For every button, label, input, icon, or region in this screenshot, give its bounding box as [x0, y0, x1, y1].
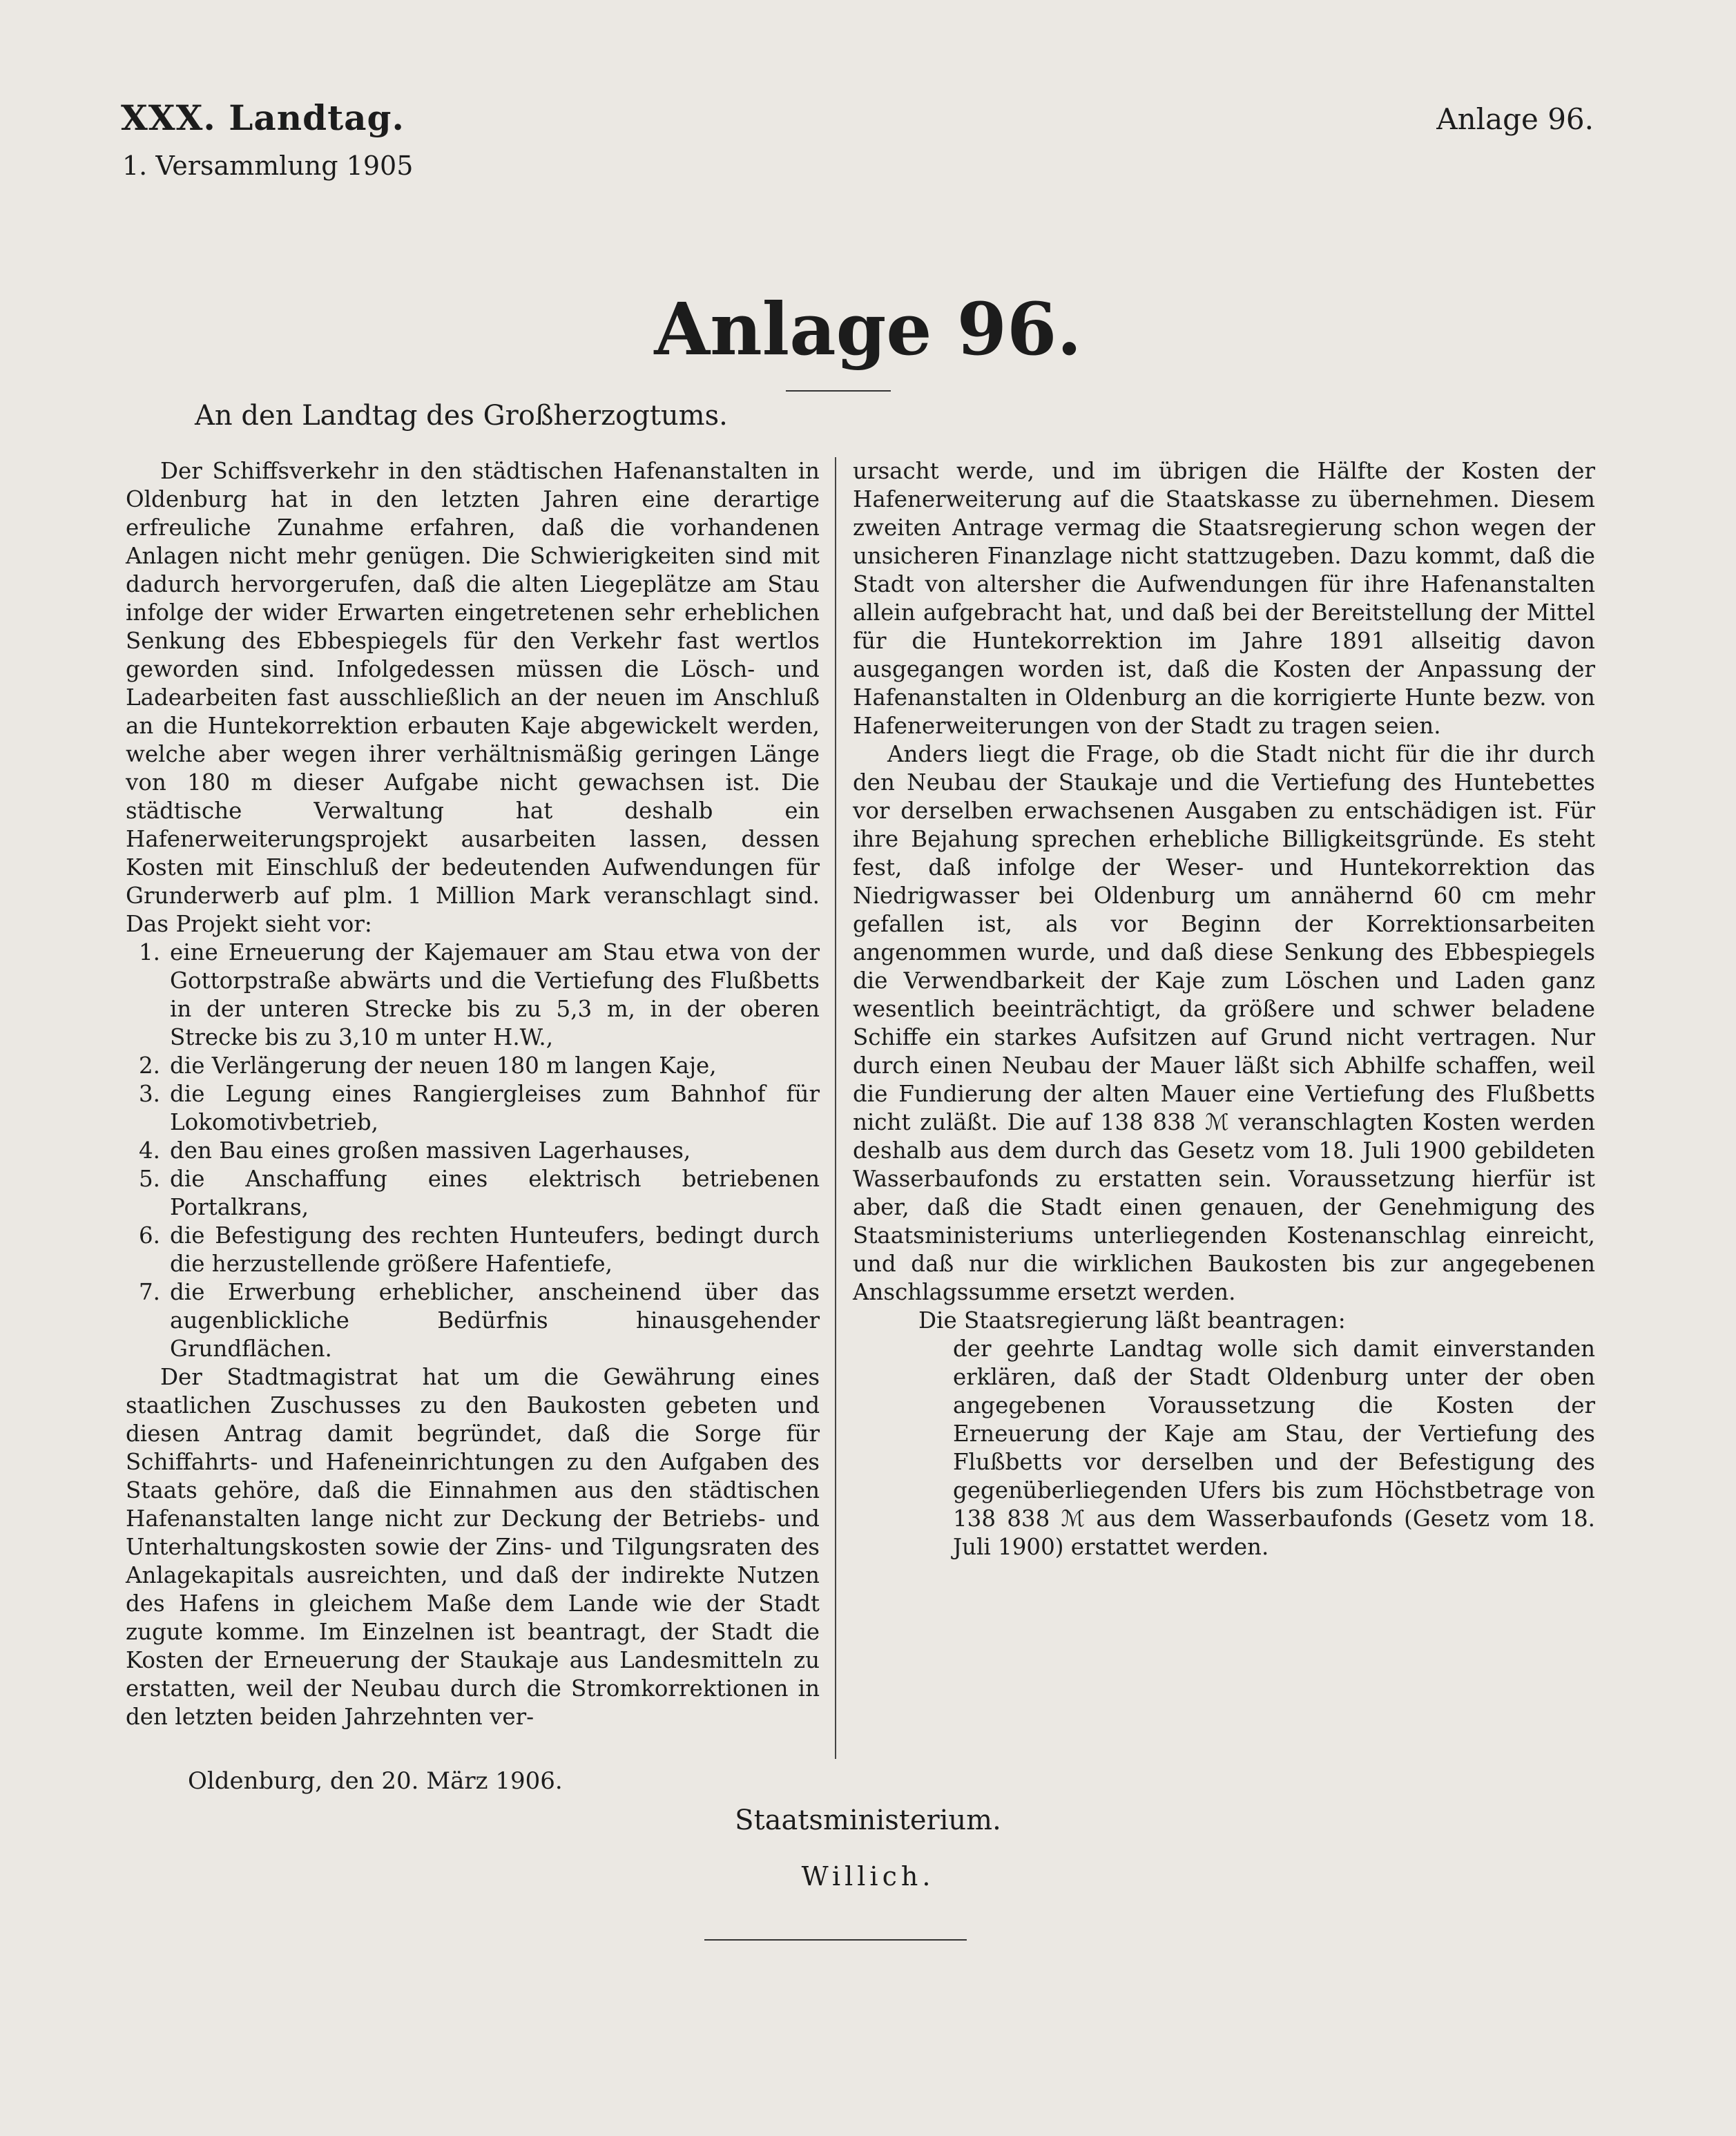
list-item: [126, 1080, 820, 1137]
list-item-number: 2.: [138, 1052, 160, 1079]
list-item-number: 4.: [138, 1137, 160, 1164]
column-divider: [835, 457, 836, 1759]
right-column: [853, 457, 1595, 1561]
intro-paragraph: Der Schiffsverkehr in den städtischen Hafenanstalten in Oldenburg hat in den letzten Jahren eine derartige erfreuliche Zunahme erfahren, daß die vorhandenen Anlagen nicht mehr genügen. Die Schwierigkeiten sind mit dadurch hervorgerufen, daß die alten Liegeplätze am Stau infolge der wider Erwarten eingetretenen sehr erheblichen Senkung des Ebbespiegels für den Verkehr fast wertlos geworden sind. Infolgedessen müssen die Lösch- und Ladearbeiten fast ausschließlich an der neuen im Anschluß an die Huntekorrektion erbauten Kaje abgewickelt werden, welche aber wegen ihrer verhältnismäßig geringen Länge von 180 m dieser Aufgabe nicht gewachsen ist. Die städtische Verwaltung hat deshalb ein Hafenerweiterungsprojekt ausarbeiten lassen, dessen Kosten mit Einschluß der bedeutenden Aufwendungen für Grunderwerb auf plm. 1 Million Mark veranschlagt sind. Das Projekt sieht vor:: [126, 458, 820, 937]
list-item-number: 5.: [138, 1166, 160, 1192]
appendix-label: Anlage 96.: [1436, 102, 1594, 136]
list-item-text: die Verlängerung der neuen 180 m langen Kaje,: [170, 1052, 717, 1079]
list-item-text: die Anschaffung eines elektrisch betriebenen Portalkrans,: [170, 1166, 820, 1220]
list-item-text: eine Erneuerung der Kajemauer am Stau etwa von der Gottorpstraße abwärts und die Vertiefung des Flußbetts in der unteren Strecke bis zu 5,3 m, in der oberen Strecke bis zu 3,10 m unter H.W.,: [170, 939, 820, 1050]
place-date: Oldenburg, den 20. März 1906.: [188, 1767, 563, 1795]
session-subtitle: 1. Versammlung 1905: [122, 151, 414, 181]
list-item-text: den Bau eines großen massiven Lagerhauses,: [170, 1137, 691, 1164]
list-item: [126, 1137, 820, 1165]
list-item-number: 3.: [138, 1081, 160, 1107]
page-title: Anlage 96.: [654, 287, 1082, 372]
signing-authority: Staatsministerium.: [735, 1805, 1001, 1836]
list-item-number: 1.: [138, 939, 160, 965]
continuation-paragraph: ursacht werde, und im übrigen die Hälfte der Kosten der Hafenerweiterung auf die Staatskasse zu übernehmen. Diesem zweiten Antrage vermag die Staatsregierung schon wegen der unsicheren Finanzlage nicht stattzugeben. Dazu kommt, daß die Stadt von altersher die Aufwendungen für ihre Hafenanstalten allein aufgebracht hat, und daß bei der Bereitstellung der Mittel für die Huntekorrektion im Jahre 1891 allseitig davon ausgegangen worden ist, daß die Kosten der Anpassung der Hafenanstalten in Oldenburg an die korrigierte Hunte bezw. von Hafenerweiterungen von der Stadt zu tragen seien.: [853, 458, 1595, 739]
magistrate-paragraph: Der Stadtmagistrat hat um die Gewährung eines staatlichen Zuschusses zu den Baukosten gebeten und diesen Antrag damit begründet, daß die Sorge für Schiffahrts- und Hafeneinrichtungen zu den Aufgaben des Staats gehöre, daß die Einnahmen aus den städtischen Hafenanstalten lange nicht zur Deckung der Betriebs- und Unterhaltungskosten sowie der Zins- und Tilgungsraten des Anlagekapitals ausreichten, und daß der indirekte Nutzen des Hafens in gleichem Maße dem Lande wie der Stadt zugute komme. Im Einzelnen ist beantragt, der Stadt die Kosten der Erneuerung der Staukaje aus Landesmitteln zu erstatten, weil der Neubau durch die Stromkorrektionen in den letzten beiden Jahrzehnten ver-: [126, 1364, 820, 1730]
list-item-text: die Legung eines Rangiergleises zum Bahnhof für Lokomotivbetrieb,: [170, 1081, 820, 1135]
request-text: der geehrte Landtag wolle sich damit einverstanden erklären, daß der Stadt Oldenburg unter der oben angegebenen Voraussetzung die Kosten der Erneuerung der Kaje am Stau, der Vertiefung des Flußbetts vor derselben und der Befestigung des gegenüberliegenden Ufers bis zum Höchstbetrage von 138 838 ℳ aus dem Wasserbaufonds (Gesetz vom 18. Juli 1900) erstattet werden.: [953, 1336, 1595, 1560]
compensation-paragraph: Anders liegt die Frage, ob die Stadt nicht für die ihr durch den Neubau der Staukaje und die Vertiefung des Huntebettes vor derselben erwachsenen Ausgaben zu entschädigen ist. Für ihre Bejahung sprechen erhebliche Billigkeitsgründe. Es steht fest, daß infolge der Weser- und Huntekorrektion das Niedrigwasser bei Oldenburg um annähernd 60 cm mehr gefallen ist, als vor Beginn der Korrektionsarbeiten angenommen wurde, und daß diese Senkung des Ebbespiegels die Verwendbarkeit der Kaje zum Löschen und Laden ganz wesentlich beeinträchtigt, da größere und schwer beladene Schiffe ein starkes Aufsitzen auf Grund nicht vertragen. Nur durch einen Neubau der Mauer läßt sich Abhilfe schaffen, weil die Fundierung der alten Mauer eine Vertiefung des Flußbetts nicht zuläßt. Die auf 138 838 ℳ veranschlagten Kosten werden deshalb aus dem durch das Gesetz vom 18. Juli 1900 gebildeten Wasserbaufonds zu erstatten sein. Voraussetzung hierfür ist aber, daß die Stadt einen genauen, der Genehmigung des Staatsministeriums unterliegenden Kostenanschlag einreicht, und daß nur die wirklichen Baukosten bis zur angegebenen Anschlagssumme ersetzt werden.: [853, 741, 1595, 1305]
session-title: XXX. Landtag.: [121, 97, 405, 138]
signature: Willich.: [801, 1861, 935, 1892]
title-divider: [786, 390, 891, 392]
list-item-text: die Befestigung des rechten Hunteufers, bedingt durch die herzustellende größere Hafentiefe,: [170, 1222, 820, 1277]
closing-divider: [704, 1939, 967, 1941]
request-lead: Die Staatsregierung läßt beantragen:: [918, 1307, 1346, 1334]
list-item: [126, 1052, 820, 1080]
list-item: [126, 1278, 820, 1363]
list-item-number: 6.: [138, 1222, 160, 1249]
list-item-text: die Erwerbung erheblicher, anscheinend über das augenblickliche Bedürfnis hinausgehender Grundflächen.: [170, 1279, 820, 1362]
address-line: An den Landtag des Großherzogtums.: [195, 400, 728, 432]
list-item: [126, 1165, 820, 1222]
header-left: [121, 97, 413, 182]
list-item: [126, 1222, 820, 1278]
left-column: [126, 457, 820, 1731]
list-item: [126, 939, 820, 1052]
list-item-number: 7.: [138, 1279, 160, 1305]
project-list: [126, 939, 820, 1363]
